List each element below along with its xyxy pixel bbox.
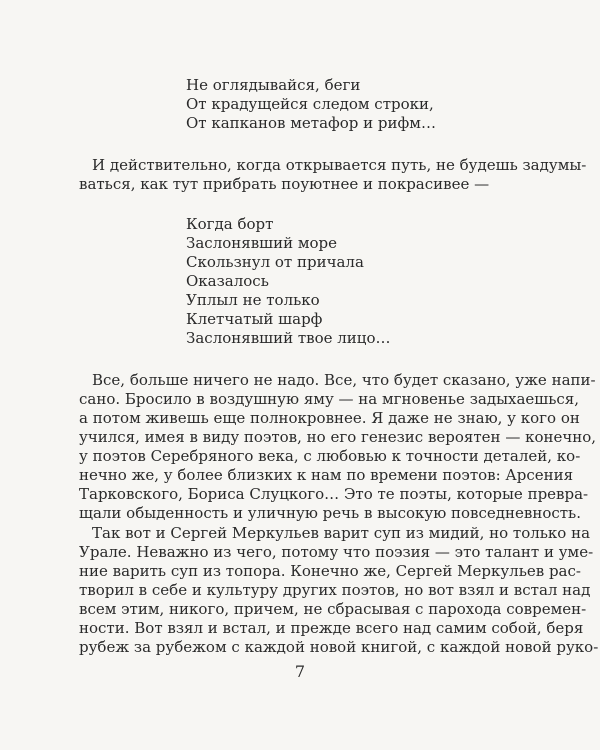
text-line: щали обыденность и уличную речь в высокую повседневность. xyxy=(79,504,581,522)
text-line: Тарковского, Бориса Слуцкого… Это те поэты, которые превра- xyxy=(79,485,589,503)
poem-line: Скользнул от причала xyxy=(186,253,364,271)
text-line: ности. Вот взял и встал, и прежде всего над самим собой, беря xyxy=(79,619,584,637)
poem-line: Когда борт xyxy=(186,215,274,233)
text-line: ние варить суп из топора. Конечно же, Сергей Меркульев рас- xyxy=(79,562,581,580)
text-line: сано. Бросило в воздушную яму — на мгновенье задыхаешься, xyxy=(79,390,580,408)
text-line: у поэтов Серебряного века, с любовью к точности деталей, ко- xyxy=(79,447,581,465)
text-line: а потом живешь еще полнокровнее. Я даже не знаю, у кого он xyxy=(79,409,580,427)
text-line: всем этим, никого, причем, не сбрасывая с парохода современ- xyxy=(79,600,587,618)
text-line: И действительно, когда открывается путь, не будешь задумы- xyxy=(92,156,587,174)
text-line: учился, имея в виду поэтов, но его генезис вероятен — конечно, xyxy=(79,428,597,446)
poem-line: От крадущейся следом строки, xyxy=(186,95,434,113)
text-line: рубеж за рубежом с каждой новой книгой, с каждой новой руко- xyxy=(79,638,599,656)
text-line: творил в себе и культуру других поэтов, но вот взял и встал над xyxy=(79,581,591,599)
text-line: нечно же, у более близких к нам по времени поэтов: Арсения xyxy=(79,466,574,484)
poem-line: Оказалось xyxy=(186,272,269,290)
text-line: Так вот и Сергей Меркульев варит суп из мидий, но только на xyxy=(92,524,591,542)
text-line: Все, больше ничего не надо. Все, что будет сказано, уже напи- xyxy=(92,371,596,389)
text-line: ваться, как тут прибрать поуютнее и покрасивее — xyxy=(79,175,490,193)
text-line: Урале. Неважно из чего, потому что поэзия — это талант и уме- xyxy=(79,543,594,561)
poem-line: Заслонявший море xyxy=(186,234,338,252)
poem-line: Уплыл не только xyxy=(186,291,320,309)
poem-line: От капканов метафор и рифм… xyxy=(186,114,436,132)
page-number: 7 xyxy=(294,662,306,681)
poem-line: Не оглядывайся, беги xyxy=(186,76,361,94)
poem-line: Клетчатый шарф xyxy=(186,310,323,328)
poem-line: Заслонявший твое лицо… xyxy=(186,329,391,347)
